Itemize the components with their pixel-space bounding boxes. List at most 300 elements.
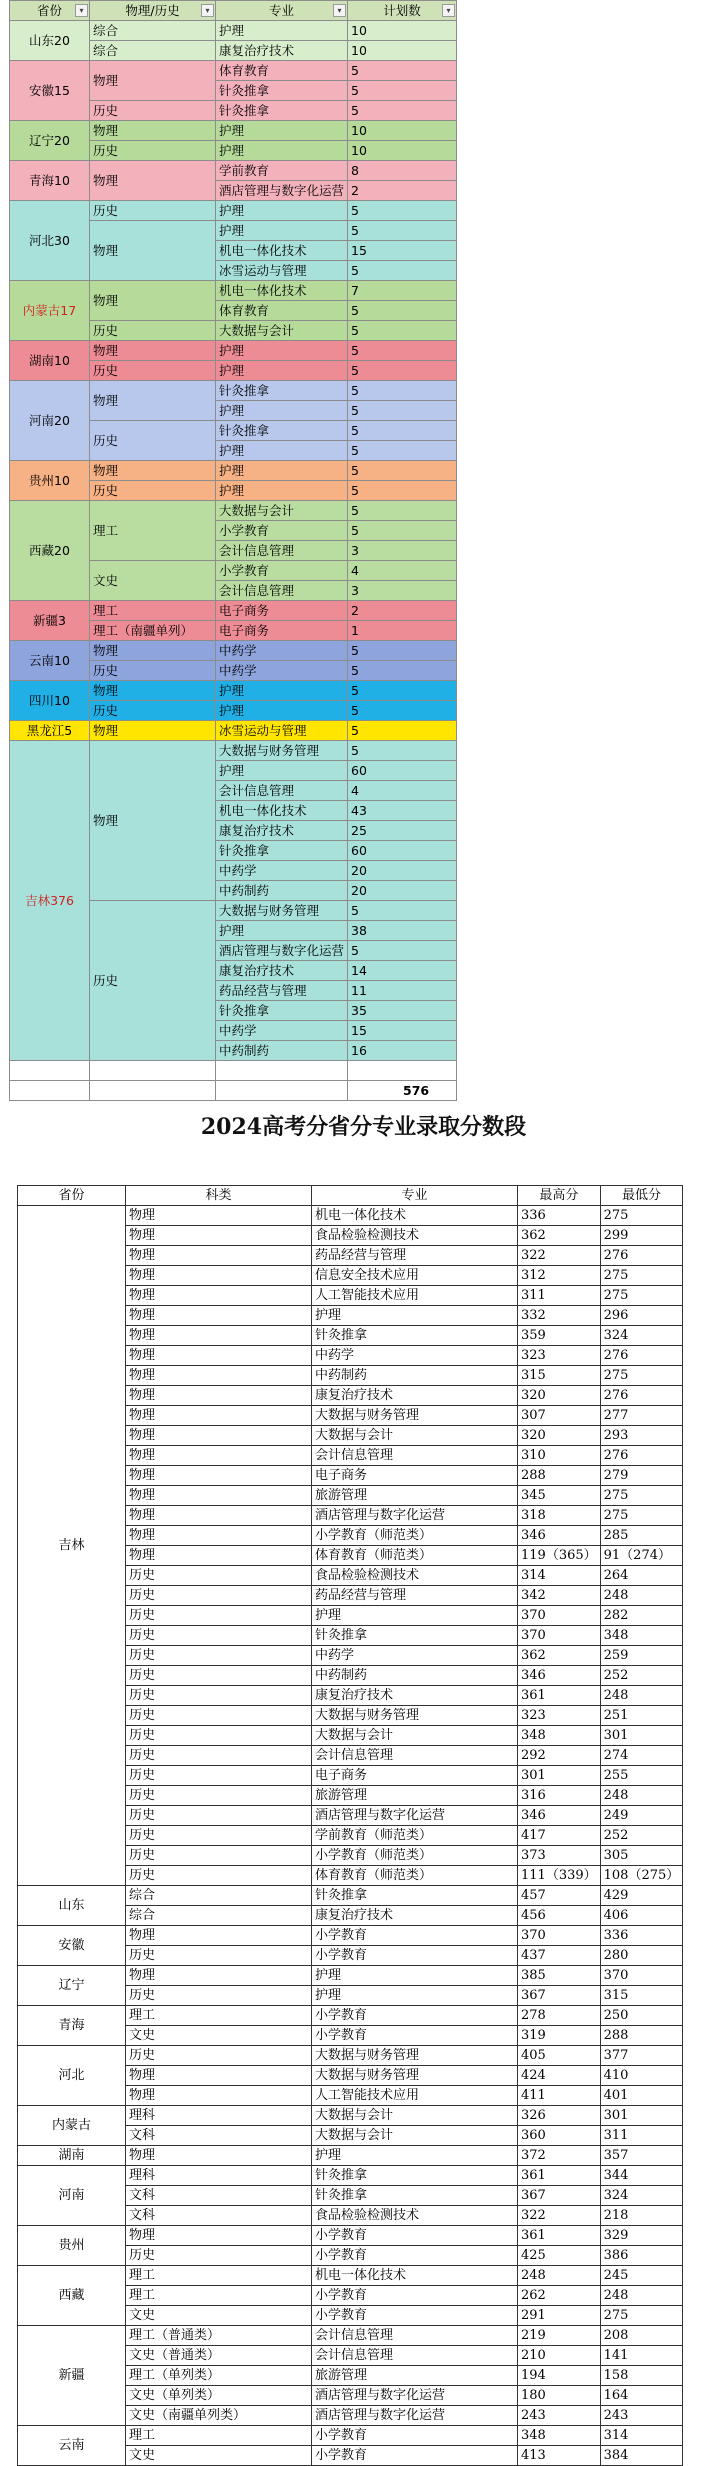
major-cell: 护理 xyxy=(216,361,348,381)
score-category-cell: 物理 xyxy=(126,1346,312,1366)
major-cell: 酒店管理与数字化运营 xyxy=(216,181,348,201)
score-category-cell: 历史 xyxy=(126,1806,312,1826)
plan-count-cell: 1 xyxy=(348,621,457,641)
score-category-cell: 物理 xyxy=(126,1426,312,1446)
province-cell: 西藏20 xyxy=(10,501,90,601)
major-cell: 体育教育 xyxy=(216,301,348,321)
max-score-cell: 326 xyxy=(518,2106,601,2126)
max-score-cell: 291 xyxy=(518,2306,601,2326)
score-category-cell: 历史 xyxy=(126,1726,312,1746)
subject-cell: 综合 xyxy=(90,41,216,61)
max-score-cell: 413 xyxy=(518,2446,601,2466)
min-score-cell: 243 xyxy=(600,2406,683,2426)
major-cell: 冰雪运动与管理 xyxy=(216,261,348,281)
plan-count-cell: 5 xyxy=(348,901,457,921)
max-score-cell: 359 xyxy=(518,1326,601,1346)
score-major-cell: 食品检验检测技术 xyxy=(312,2206,518,2226)
score-major-cell: 会计信息管理 xyxy=(312,1746,518,1766)
max-score-cell: 373 xyxy=(518,1846,601,1866)
plan-count-cell: 5 xyxy=(348,421,457,441)
max-score-cell: 248 xyxy=(518,2266,601,2286)
max-score-cell: 372 xyxy=(518,2146,601,2166)
province-cell: 贵州10 xyxy=(10,461,90,501)
major-cell: 会计信息管理 xyxy=(216,781,348,801)
min-score-cell: 406 xyxy=(600,1906,683,1926)
min-score-cell: 259 xyxy=(600,1646,683,1666)
min-score-cell: 275 xyxy=(600,2306,683,2326)
max-score-cell: 319 xyxy=(518,2026,601,2046)
plan-spacer-row xyxy=(10,1061,457,1081)
province-cell: 四川10 xyxy=(10,681,90,721)
plan-empty-cell xyxy=(216,1061,348,1081)
plan-total-cell: 576 xyxy=(348,1081,457,1101)
subject-cell: 综合 xyxy=(90,21,216,41)
plan-header-label: 专业 xyxy=(269,2,295,18)
score-major-cell: 酒店管理与数字化运营 xyxy=(312,1506,518,1526)
score-row xyxy=(18,1886,683,1906)
max-score-cell: 367 xyxy=(518,2186,601,2206)
plan-header-label: 计划数 xyxy=(383,2,421,18)
major-cell: 冰雪运动与管理 xyxy=(216,721,348,741)
score-major-cell: 针灸推拿 xyxy=(312,1326,518,1346)
score-province-cell: 湖南 xyxy=(18,2146,126,2166)
plan-header-cell xyxy=(90,1,216,21)
score-category-cell: 物理 xyxy=(126,1526,312,1546)
min-score-cell: 275 xyxy=(600,1286,683,1306)
max-score-cell: 292 xyxy=(518,1746,601,1766)
plan-header-cell xyxy=(10,1,90,21)
score-major-cell: 药品经营与管理 xyxy=(312,1246,518,1266)
major-cell: 护理 xyxy=(216,681,348,701)
plan-count-cell: 5 xyxy=(348,321,457,341)
score-major-cell: 大数据与会计 xyxy=(312,1426,518,1446)
score-major-cell: 食品检验检测技术 xyxy=(312,1226,518,1246)
score-province-cell: 西藏 xyxy=(18,2266,126,2326)
plan-count-cell: 2 xyxy=(348,181,457,201)
plan-count-cell: 5 xyxy=(348,721,457,741)
max-score-cell: 346 xyxy=(518,1666,601,1686)
max-score-cell: 346 xyxy=(518,1526,601,1546)
max-score-cell: 417 xyxy=(518,1826,601,1846)
min-score-cell: 218 xyxy=(600,2206,683,2226)
min-score-cell: 280 xyxy=(600,1946,683,1966)
plan-count-cell: 4 xyxy=(348,561,457,581)
min-score-cell: 274 xyxy=(600,1746,683,1766)
min-score-cell: 250 xyxy=(600,2006,683,2026)
max-score-cell: 370 xyxy=(518,1606,601,1626)
min-score-cell: 275 xyxy=(600,1206,683,1226)
subject-cell: 物理 xyxy=(90,221,216,281)
score-category-cell: 理工 xyxy=(126,2266,312,2286)
major-cell: 针灸推拿 xyxy=(216,101,348,121)
max-score-cell: 361 xyxy=(518,2166,601,2186)
score-major-cell: 酒店管理与数字化运营 xyxy=(312,2386,518,2406)
score-major-cell: 小学教育 xyxy=(312,2286,518,2306)
score-major-cell: 康复治疗技术 xyxy=(312,1686,518,1706)
plan-count-cell: 38 xyxy=(348,921,457,941)
min-score-cell: 251 xyxy=(600,1706,683,1726)
max-score-cell: 361 xyxy=(518,1686,601,1706)
score-category-cell: 物理 xyxy=(126,1266,312,1286)
major-cell: 护理 xyxy=(216,201,348,221)
province-cell: 辽宁20 xyxy=(10,121,90,161)
plan-count-cell: 5 xyxy=(348,341,457,361)
max-score-cell: 316 xyxy=(518,1786,601,1806)
score-major-cell: 小学教育 xyxy=(312,2026,518,2046)
score-major-cell: 大数据与财务管理 xyxy=(312,2066,518,2086)
province-cell: 安徽15 xyxy=(10,61,90,121)
score-major-cell: 机电一体化技术 xyxy=(312,1206,518,1226)
score-major-cell: 小学教育 xyxy=(312,2006,518,2026)
score-major-cell: 大数据与会计 xyxy=(312,1726,518,1746)
major-cell: 大数据与财务管理 xyxy=(216,741,348,761)
min-score-cell: 357 xyxy=(600,2146,683,2166)
max-score-cell: 278 xyxy=(518,2006,601,2026)
plan-count-cell: 5 xyxy=(348,221,457,241)
score-major-cell: 会计信息管理 xyxy=(312,2326,518,2346)
plan-count-cell: 16 xyxy=(348,1041,457,1061)
score-province-cell: 内蒙古 xyxy=(18,2106,126,2146)
plan-row xyxy=(10,341,457,361)
score-row xyxy=(18,1966,683,1986)
score-category-cell: 文史（南疆单列类） xyxy=(126,2406,312,2426)
score-major-cell: 中药制药 xyxy=(312,1366,518,1386)
min-score-cell: 329 xyxy=(600,2226,683,2246)
score-category-cell: 物理 xyxy=(126,1386,312,1406)
max-score-cell: 345 xyxy=(518,1486,601,1506)
max-score-cell: 405 xyxy=(518,2046,601,2066)
score-major-cell: 小学教育 xyxy=(312,1946,518,1966)
province-cell: 新疆3 xyxy=(10,601,90,641)
plan-count-cell: 5 xyxy=(348,741,457,761)
min-score-cell: 275 xyxy=(600,1266,683,1286)
min-score-cell: 248 xyxy=(600,1686,683,1706)
score-major-cell: 旅游管理 xyxy=(312,1486,518,1506)
min-score-cell: 141 xyxy=(600,2346,683,2366)
subject-cell: 物理 xyxy=(90,381,216,421)
min-score-cell: 299 xyxy=(600,1226,683,1246)
score-major-cell: 针灸推拿 xyxy=(312,2166,518,2186)
plan-row xyxy=(10,461,457,481)
min-score-cell: 276 xyxy=(600,1246,683,1266)
subject-cell: 理工（南疆单列） xyxy=(90,621,216,641)
score-category-cell: 物理 xyxy=(126,1506,312,1526)
score-category-cell: 物理 xyxy=(126,1446,312,1466)
province-cell: 河南20 xyxy=(10,381,90,461)
major-cell: 小学教育 xyxy=(216,521,348,541)
plan-count-cell: 20 xyxy=(348,861,457,881)
score-major-cell: 电子商务 xyxy=(312,1466,518,1486)
plan-count-cell: 5 xyxy=(348,441,457,461)
major-cell: 大数据与会计 xyxy=(216,501,348,521)
score-major-cell: 体育教育（师范类） xyxy=(312,1866,518,1886)
min-score-cell: 348 xyxy=(600,1626,683,1646)
min-score-cell: 285 xyxy=(600,1526,683,1546)
major-cell: 会计信息管理 xyxy=(216,581,348,601)
plan-row xyxy=(10,381,457,401)
min-score-cell: 293 xyxy=(600,1426,683,1446)
major-cell: 护理 xyxy=(216,401,348,421)
score-category-cell: 历史 xyxy=(126,1566,312,1586)
plan-count-cell: 8 xyxy=(348,161,457,181)
score-category-cell: 理工 xyxy=(126,2286,312,2306)
province-cell: 吉林376 xyxy=(10,741,90,1061)
min-score-cell: 386 xyxy=(600,2246,683,2266)
score-row xyxy=(18,2146,683,2166)
score-table xyxy=(17,1185,683,2466)
subject-cell: 历史 xyxy=(90,701,216,721)
plan-count-cell: 10 xyxy=(348,121,457,141)
subject-cell: 物理 xyxy=(90,161,216,201)
max-score-cell: 210 xyxy=(518,2346,601,2366)
plan-count-cell: 5 xyxy=(348,641,457,661)
min-score-cell: 276 xyxy=(600,1346,683,1366)
max-score-cell: 362 xyxy=(518,1646,601,1666)
subject-cell: 物理 xyxy=(90,721,216,741)
score-major-cell: 针灸推拿 xyxy=(312,1886,518,1906)
plan-empty-cell xyxy=(10,1061,90,1081)
score-category-cell: 物理 xyxy=(126,1546,312,1566)
plan-count-cell: 5 xyxy=(348,501,457,521)
plan-row xyxy=(10,161,457,181)
plan-count-cell: 5 xyxy=(348,521,457,541)
max-score-cell: 370 xyxy=(518,1626,601,1646)
score-category-cell: 理工 xyxy=(126,2006,312,2026)
score-major-cell: 大数据与会计 xyxy=(312,2106,518,2126)
score-category-cell: 文史（普通类） xyxy=(126,2346,312,2366)
score-category-cell: 文史 xyxy=(126,2446,312,2466)
score-category-cell: 文科 xyxy=(126,2126,312,2146)
score-major-cell: 小学教育 xyxy=(312,2426,518,2446)
major-cell: 针灸推拿 xyxy=(216,841,348,861)
plan-count-cell: 5 xyxy=(348,61,457,81)
province-cell: 内蒙古17 xyxy=(10,281,90,341)
plan-count-cell: 5 xyxy=(348,661,457,681)
score-major-cell: 小学教育 xyxy=(312,2246,518,2266)
score-province-cell: 云南 xyxy=(18,2426,126,2466)
min-score-cell: 276 xyxy=(600,1386,683,1406)
score-major-cell: 药品经营与管理 xyxy=(312,1586,518,1606)
score-header-row xyxy=(18,1186,683,1206)
major-cell: 针灸推拿 xyxy=(216,421,348,441)
score-major-cell: 人工智能技术应用 xyxy=(312,2086,518,2106)
subject-cell: 历史 xyxy=(90,321,216,341)
min-score-cell: 401 xyxy=(600,2086,683,2106)
plan-row xyxy=(10,681,457,701)
score-major-cell: 小学教育 xyxy=(312,2226,518,2246)
dropdown-arrow-icon[interactable]: ▾ xyxy=(333,4,346,17)
plan-row xyxy=(10,741,457,761)
province-cell: 湖南10 xyxy=(10,341,90,381)
score-category-cell: 文科 xyxy=(126,2206,312,2226)
subject-cell: 历史 xyxy=(90,361,216,381)
score-major-cell: 护理 xyxy=(312,1966,518,1986)
plan-count-cell: 35 xyxy=(348,1001,457,1021)
plan-row xyxy=(10,501,457,521)
major-cell: 药品经营与管理 xyxy=(216,981,348,1001)
min-score-cell: 301 xyxy=(600,1726,683,1746)
max-score-cell: 320 xyxy=(518,1426,601,1446)
max-score-cell: 348 xyxy=(518,2426,601,2446)
score-major-cell: 针灸推拿 xyxy=(312,1626,518,1646)
max-score-cell: 310 xyxy=(518,1446,601,1466)
major-cell: 机电一体化技术 xyxy=(216,241,348,261)
score-major-cell: 小学教育 xyxy=(312,2306,518,2326)
score-category-cell: 理工（单列类） xyxy=(126,2366,312,2386)
plan-count-cell: 5 xyxy=(348,401,457,421)
page-title: 2024高考分省分专业录取分数段 xyxy=(200,1114,527,1140)
score-province-cell: 河北 xyxy=(18,2046,126,2106)
score-category-cell: 物理 xyxy=(126,2146,312,2166)
score-major-cell: 护理 xyxy=(312,1606,518,1626)
max-score-cell: 360 xyxy=(518,2126,601,2146)
score-category-cell: 理科 xyxy=(126,2166,312,2186)
min-score-cell: 279 xyxy=(600,1466,683,1486)
score-row xyxy=(18,2326,683,2346)
min-score-cell: 264 xyxy=(600,1566,683,1586)
max-score-cell: 385 xyxy=(518,1966,601,1986)
score-header-cell: 最低分 xyxy=(600,1186,683,1206)
score-category-cell: 物理 xyxy=(126,1326,312,1346)
major-cell: 针灸推拿 xyxy=(216,381,348,401)
subject-cell: 历史 xyxy=(90,141,216,161)
province-cell: 青海10 xyxy=(10,161,90,201)
subject-cell: 物理 xyxy=(90,121,216,141)
plan-count-cell: 2 xyxy=(348,601,457,621)
max-score-cell: 348 xyxy=(518,1726,601,1746)
score-row xyxy=(18,2226,683,2246)
max-score-cell: 456 xyxy=(518,1906,601,1926)
score-category-cell: 历史 xyxy=(126,2246,312,2266)
score-category-cell: 历史 xyxy=(126,2046,312,2066)
major-cell: 机电一体化技术 xyxy=(216,801,348,821)
score-header-cell: 最高分 xyxy=(518,1186,601,1206)
plan-count-cell: 20 xyxy=(348,881,457,901)
major-cell: 康复治疗技术 xyxy=(216,961,348,981)
plan-row xyxy=(10,201,457,221)
min-score-cell: 245 xyxy=(600,2266,683,2286)
plan-count-cell: 5 xyxy=(348,361,457,381)
max-score-cell: 361 xyxy=(518,2226,601,2246)
max-score-cell: 437 xyxy=(518,1946,601,1966)
min-score-cell: 275 xyxy=(600,1366,683,1386)
min-score-cell: 248 xyxy=(600,1786,683,1806)
major-cell: 护理 xyxy=(216,21,348,41)
major-cell: 护理 xyxy=(216,921,348,941)
min-score-cell: 282 xyxy=(600,1606,683,1626)
score-category-cell: 文史 xyxy=(126,2026,312,2046)
min-score-cell: 384 xyxy=(600,2446,683,2466)
dropdown-arrow-icon[interactable]: ▾ xyxy=(201,4,214,17)
subject-cell: 物理 xyxy=(90,461,216,481)
major-cell: 中药制药 xyxy=(216,1041,348,1061)
max-score-cell: 424 xyxy=(518,2066,601,2086)
major-cell: 护理 xyxy=(216,441,348,461)
min-score-cell: 324 xyxy=(600,2186,683,2206)
score-major-cell: 大数据与财务管理 xyxy=(312,1406,518,1426)
score-category-cell: 物理 xyxy=(126,2226,312,2246)
score-category-cell: 物理 xyxy=(126,1366,312,1386)
subject-cell: 历史 xyxy=(90,201,216,221)
max-score-cell: 346 xyxy=(518,1806,601,1826)
score-category-cell: 历史 xyxy=(126,1746,312,1766)
score-major-cell: 小学教育（师范类） xyxy=(312,1526,518,1546)
major-cell: 护理 xyxy=(216,141,348,161)
plan-empty-cell xyxy=(216,1081,348,1101)
score-major-cell: 旅游管理 xyxy=(312,2366,518,2386)
min-score-cell: 311 xyxy=(600,2126,683,2146)
plan-count-cell: 4 xyxy=(348,781,457,801)
major-cell: 护理 xyxy=(216,481,348,501)
plan-count-cell: 3 xyxy=(348,581,457,601)
dropdown-arrow-icon[interactable]: ▾ xyxy=(75,4,88,17)
score-category-cell: 文史（单列类） xyxy=(126,2386,312,2406)
major-cell: 康复治疗技术 xyxy=(216,821,348,841)
major-cell: 中药学 xyxy=(216,641,348,661)
min-score-cell: 314 xyxy=(600,2426,683,2446)
min-score-cell: 252 xyxy=(600,1826,683,1846)
plan-count-cell: 10 xyxy=(348,41,457,61)
min-score-cell: 108（275） xyxy=(600,1866,683,1886)
major-cell: 针灸推拿 xyxy=(216,81,348,101)
score-province-cell: 青海 xyxy=(18,2006,126,2046)
major-cell: 护理 xyxy=(216,221,348,241)
score-category-cell: 物理 xyxy=(126,1206,312,1226)
plan-count-cell: 5 xyxy=(348,481,457,501)
plan-empty-cell xyxy=(90,1061,216,1081)
score-category-cell: 物理 xyxy=(126,2066,312,2086)
dropdown-arrow-icon[interactable]: ▾ xyxy=(442,4,455,17)
score-category-cell: 物理 xyxy=(126,1286,312,1306)
score-category-cell: 历史 xyxy=(126,1626,312,1646)
score-major-cell: 学前教育（师范类） xyxy=(312,1826,518,1846)
score-category-cell: 历史 xyxy=(126,1846,312,1866)
min-score-cell: 429 xyxy=(600,1886,683,1906)
plan-empty-cell xyxy=(90,1081,216,1101)
plan-count-cell: 15 xyxy=(348,241,457,261)
max-score-cell: 111（339） xyxy=(518,1866,601,1886)
score-category-cell: 理工 xyxy=(126,2426,312,2446)
plan-row xyxy=(10,21,457,41)
score-province-cell: 山东 xyxy=(18,1886,126,1926)
score-category-cell: 理科 xyxy=(126,2106,312,2126)
plan-count-cell: 5 xyxy=(348,681,457,701)
score-major-cell: 人工智能技术应用 xyxy=(312,1286,518,1306)
score-category-cell: 历史 xyxy=(126,1766,312,1786)
max-score-cell: 312 xyxy=(518,1266,601,1286)
score-header-cell: 科类 xyxy=(126,1186,312,1206)
major-cell: 护理 xyxy=(216,121,348,141)
score-major-cell: 电子商务 xyxy=(312,1766,518,1786)
score-category-cell: 历史 xyxy=(126,1586,312,1606)
score-major-cell: 旅游管理 xyxy=(312,1786,518,1806)
plan-count-cell: 60 xyxy=(348,761,457,781)
score-row xyxy=(18,2166,683,2186)
score-major-cell: 体育教育（师范类） xyxy=(312,1546,518,1566)
score-major-cell: 食品检验检测技术 xyxy=(312,1566,518,1586)
max-score-cell: 322 xyxy=(518,2206,601,2226)
plan-count-cell: 5 xyxy=(348,301,457,321)
major-cell: 体育教育 xyxy=(216,61,348,81)
max-score-cell: 322 xyxy=(518,1246,601,1266)
score-major-cell: 大数据与财务管理 xyxy=(312,2046,518,2066)
subject-cell: 物理 xyxy=(90,641,216,661)
major-cell: 中药学 xyxy=(216,861,348,881)
max-score-cell: 425 xyxy=(518,2246,601,2266)
major-cell: 中药制药 xyxy=(216,881,348,901)
score-row xyxy=(18,1926,683,1946)
subject-cell: 理工 xyxy=(90,601,216,621)
